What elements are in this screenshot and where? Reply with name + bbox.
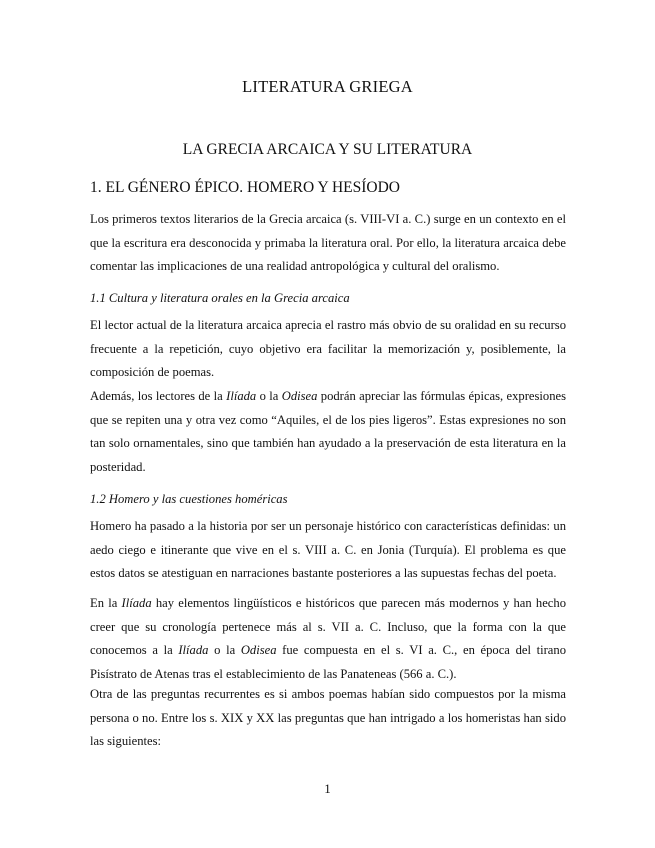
title-iliad: Ilíada [121,596,152,610]
text-run: o la [208,643,241,657]
title-odyssey: Odisea [281,389,318,403]
text-run: fue compuesta en el s. VI a. C., en época del tirano Pisístrato de Atenas tras el establecimiento de las Panateneas (566 a. C.). [90,643,566,681]
subheading-1-2: 1.2 Homero y las cuestiones homéricas [90,492,288,506]
paragraph-intro: Los primeros textos literarios de la Grecia arcaica (s. VIII-VI a. C.) surge en un contexto en el que la escritura era desconocida y primaba la literatura oral. Por ello, la literatura arcaica debe comentar las implicaciones de una realidad antropológica y cultural del oralismo. [90,212,566,273]
paragraph-questions: Otra de las preguntas recurrentes es si ambos poemas habían sido compuestos por la misma persona o no. Entre los s. XIX y XX las preguntas que han intrigado a los homeristas han sido las siguientes: [90,687,566,748]
text-run: o la [256,389,282,403]
paragraph-homer: Homero ha pasado a la historia por ser un personaje histórico con características definidas: un aedo ciego e itinerante que vive en el s. VIII a. C. en Jonia (Turquía). El problema es que estos datos se atestiguan en narraciones bastante posteriores a las supuestas fechas del poeta. [90,519,566,580]
paragraph-epic-formulas [90,385,566,479]
text-run: hay elementos lingüísticos e históricos que parecen más modernos y han hecho creer que su cronología pertenece más al s. VII a. C. Incluso, que la forma con la que conocemos a la [90,596,566,657]
text-run: En la [90,596,122,610]
chapter-heading: 1. EL GÉNERO ÉPICO. HOMERO Y HESÍODO [90,179,400,196]
title-iliad: Ilíada [226,389,257,403]
paragraph-chronology [90,592,566,686]
section-title: LA GRECIA ARCAICA Y SU LITERATURA [182,141,473,158]
text-run: podrán apreciar las fórmulas épicas, expresiones que se repiten una y otra vez como “Aquiles, el de los pies ligeros”. Estas expresiones no son tan solo ornamentales, sino que también han ayudado a la preservación de esta literatura en la posteridad. [90,389,566,474]
subheading-1-1: 1.1 Cultura y literatura orales en la Grecia arcaica [90,291,350,305]
title-iliad: Ilíada [178,643,209,657]
paragraph-repetition: El lector actual de la literatura arcaica aprecia el rastro más obvio de su oralidad en su recurso frecuente a la repetición, cuyo objetivo era facilitar la memorización y, posiblemente, la composición de poemas. [90,318,566,379]
document-title: LITERATURA GRIEGA [242,77,413,96]
page-number: 1 [324,781,331,796]
title-odyssey: Odisea [240,643,277,657]
text-run: Además, los lectores de la [90,389,227,403]
